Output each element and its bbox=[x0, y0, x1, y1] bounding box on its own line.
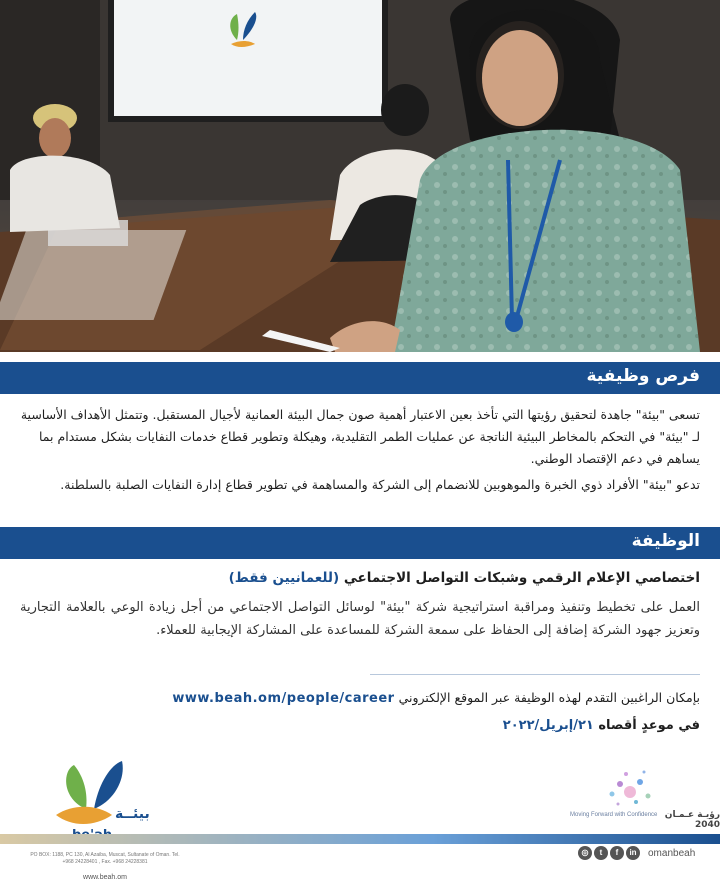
linkedin-icon[interactable]: in bbox=[626, 846, 640, 860]
intro-paragraph-1: تسعى "بيئة" جاهدة لتحقيق رؤيتها التي تأخذ بعين الاعتبار أهمية صون جمال البيئة العمانية لأجيال المستقبل. وتتمثل الأهداف الأساسية لـ "بيئة" في التحكم بالمخاطر البيئية الناتجة عن عمليات الطمر التقليدية، وهيكلة وتطوير قطاع خدمات النفايات بشكل مستدام بما يساهم في دعم الإقتصاد الوطني. bbox=[20, 407, 700, 466]
facebook-icon[interactable]: f bbox=[610, 846, 624, 860]
twitter-icon[interactable]: t bbox=[594, 846, 608, 860]
deadline-label: في موعدٍ أقصاه bbox=[598, 718, 700, 733]
divider bbox=[370, 674, 700, 675]
instagram-icon[interactable]: ◎ bbox=[578, 846, 592, 860]
job-section-title: الوظيفة bbox=[631, 531, 700, 551]
career-url-link[interactable]: www.beah.om/people/career bbox=[172, 691, 395, 706]
job-banner bbox=[0, 527, 720, 559]
apply-line bbox=[20, 690, 700, 706]
moving-forward-text: Moving Forward with Confidence bbox=[570, 812, 658, 818]
job-title bbox=[20, 570, 700, 586]
hero-photo bbox=[0, 0, 720, 352]
job-title-text: اختصاصي الإعلام الرقمي وشبكات التواصل الاجتماعي bbox=[343, 570, 700, 586]
intro-text bbox=[20, 404, 700, 496]
job-description: العمل على تخطيط وتنفيذ ومراقبة استراتيجية شركة "بيئة" لوسائل التواصل الاجتماعي من أجل زيادة الوعي بالعلامة التجارية وتعزيز جهود الشركة إضافة إلى الحفاظ على سمعة الشركة للمساعدة على المشاركة الإيجابية للعملاء. bbox=[20, 600, 700, 638]
vision-2040-text: رؤيـة عـمـان 2040 bbox=[664, 810, 720, 830]
footer-gradient-bar bbox=[0, 834, 720, 844]
job-eligibility-tag: (للعمانيين فقط) bbox=[228, 570, 340, 586]
job-opportunities-title: فرص وظيفية bbox=[586, 366, 700, 386]
intro-paragraph-2: تدعو "بيئة" الأفراد ذوي الخبرة والموهوبين للانضمام إلى الشركة والمساهمة في تطوير قطاع إدارة النفايات الصلبة بالسلطنة. bbox=[60, 477, 700, 492]
job-opportunities-banner bbox=[0, 362, 720, 394]
company-address: PO BOX: 1188, PC 130, Al Azaiba, Muscat, Sultanate of Oman. Tel. +968 24228401 , Fax. +968 24228381 bbox=[30, 852, 180, 865]
deadline-line bbox=[503, 718, 700, 733]
office-scene-illustration bbox=[0, 0, 720, 352]
footer-website[interactable]: www.beah.om bbox=[83, 874, 127, 881]
deadline-date: ٢١/إبريل/٢٠٢٢ bbox=[502, 718, 594, 733]
social-handle: omanbeah bbox=[648, 847, 696, 859]
logo-arabic-text: بيئــة bbox=[115, 806, 150, 822]
social-links bbox=[578, 846, 695, 860]
apply-text: بإمكان الراغبين التقدم لهذه الوظيفة عبر الموقع الإلكتروني bbox=[398, 690, 700, 705]
